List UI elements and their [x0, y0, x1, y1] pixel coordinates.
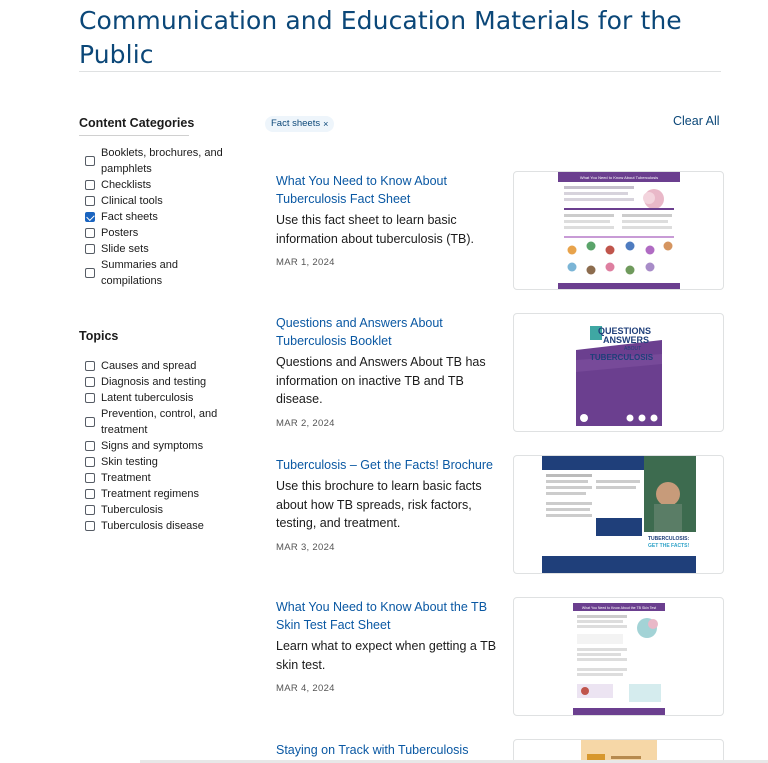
filter-fact-sheets[interactable] [85, 209, 235, 225]
brochure-cover-text: TUBERCULOSIS: [647, 535, 689, 542]
topics-heading [79, 329, 118, 343]
filter-label: Latent tuberculosis [101, 392, 194, 404]
filter-label: Skin testing [101, 456, 158, 468]
booklet-title-line-2: ANSWERS [602, 334, 649, 345]
filter-booklets-brochures-pamphlets[interactable] [85, 145, 235, 177]
result-title-link[interactable]: Staying on Track with Tuberculosis [276, 743, 469, 757]
checkbox[interactable] [85, 473, 95, 483]
thumbnail-header-text: What You Need to Know About the TB Skin Test [581, 605, 656, 610]
checkbox[interactable] [85, 441, 95, 451]
checkbox-checked[interactable] [85, 212, 95, 222]
checkbox[interactable] [85, 521, 95, 531]
brochure-thumbnail-graphic [542, 456, 696, 574]
active-filter-chip-fact-sheets[interactable] [265, 116, 334, 132]
result-thumbnail-image[interactable] [513, 455, 724, 574]
result-description: Questions and Answers About TB has information on inactive TB and TB disease. [276, 355, 486, 406]
result-item [276, 172, 506, 268]
filter-label: Summaries and compilations [101, 259, 179, 287]
result-item [276, 456, 506, 553]
result-item [276, 598, 506, 694]
filter-label: Slide sets [101, 243, 149, 255]
topics-heading-text: Topics [79, 329, 119, 343]
filter-label: Fact sheets [101, 211, 158, 223]
checkbox[interactable] [85, 505, 95, 515]
result-date: MAR 4, 2024 [276, 683, 335, 694]
filter-label: Treatment regimens [101, 488, 200, 500]
filter-label: Diagnosis and testing [101, 376, 207, 388]
page-title: Communication and Education Materials for the Public [79, 6, 682, 69]
checkbox[interactable] [85, 361, 95, 371]
filter-clinical-tools[interactable] [85, 193, 235, 209]
brochure-cover-subtext: GET THE FACTS! [647, 542, 689, 549]
filter-label: Causes and spread [101, 360, 197, 372]
content-categories-heading-text: Content Categories [79, 116, 195, 130]
result-item [276, 741, 506, 759]
fact-sheet-thumbnail-graphic [558, 172, 680, 290]
filter-label: Checklists [101, 179, 152, 191]
close-icon[interactable]: × [323, 119, 329, 129]
filter-label: Signs and symptoms [101, 440, 204, 452]
filter-signs-symptoms[interactable] [85, 438, 235, 454]
filter-treatment[interactable] [85, 470, 235, 486]
filter-label: Booklets, brochures, and pamphlets [101, 147, 223, 175]
filter-label: Tuberculosis disease [101, 520, 204, 532]
filter-checklists[interactable] [85, 177, 235, 193]
skin-test-thumbnail-graphic [573, 598, 665, 716]
filter-label: Posters [101, 227, 139, 239]
result-description: Use this fact sheet to learn basic information about tuberculosis (TB). [276, 213, 475, 246]
result-description: Learn what to expect when getting a TB skin test. [276, 639, 497, 672]
booklet-title-line-3: ABOUT [623, 345, 641, 352]
filter-latent-tuberculosis[interactable] [85, 390, 235, 406]
result-item [276, 314, 506, 429]
filter-tuberculosis-disease[interactable] [85, 518, 235, 534]
result-title-link[interactable]: What You Need to Know About Tuberculosis Fact Sheet [276, 174, 447, 206]
filter-causes-spread[interactable] [85, 358, 235, 374]
filter-label: Tuberculosis [101, 504, 163, 516]
filter-label: Treatment [101, 472, 151, 484]
thumbnail-header-text: What You Need to Know About Tuberculosis [579, 174, 658, 180]
booklet-title-line-4: TUBERCULOSIS [589, 352, 653, 362]
result-date: MAR 1, 2024 [276, 257, 335, 268]
filter-slide-sets[interactable] [85, 241, 235, 257]
checkbox[interactable] [85, 196, 95, 206]
result-description: Use this brochure to learn basic facts about how TB spreads, risk factors, testing, and treatment. [276, 479, 482, 530]
filter-tuberculosis[interactable] [85, 502, 235, 518]
result-date: MAR 3, 2024 [276, 541, 335, 553]
booklet-thumbnail-graphic [576, 320, 662, 426]
content-categories-heading [79, 116, 194, 136]
filter-diagnosis-testing[interactable] [85, 374, 235, 390]
checkbox[interactable] [85, 393, 95, 403]
booklet-title-line-1: QUESTIONS [597, 325, 651, 336]
checkbox[interactable] [85, 417, 95, 427]
result-thumbnail-image[interactable] [513, 597, 724, 716]
filter-treatment-regimens[interactable] [85, 486, 235, 502]
checkbox[interactable] [85, 228, 95, 238]
checkbox[interactable] [85, 244, 95, 254]
filter-prevention-control-treatment[interactable] [85, 406, 235, 438]
title-divider [79, 71, 721, 72]
filter-skin-testing[interactable] [85, 454, 235, 470]
checkbox[interactable] [85, 489, 95, 499]
filter-summaries-compilations[interactable] [85, 257, 235, 289]
filter-label: Clinical tools [101, 195, 163, 207]
chip-label: Fact sheets [271, 118, 321, 129]
result-title-link[interactable]: What You Need to Know About the TB Skin Test Fact Sheet [276, 600, 488, 632]
checkbox[interactable] [85, 180, 95, 190]
topics-list [85, 358, 235, 534]
result-date: MAR 2, 2024 [276, 417, 335, 429]
checkbox[interactable] [85, 377, 95, 387]
checkbox[interactable] [85, 156, 95, 166]
result-thumbnail-image[interactable] [513, 313, 724, 432]
checkbox[interactable] [85, 268, 95, 278]
heading-underline [79, 135, 189, 136]
result-title-link[interactable]: Tuberculosis – Get the Facts! Brochure [276, 458, 493, 472]
result-thumbnail-image[interactable] [513, 171, 724, 290]
content-categories-list [85, 145, 235, 289]
filter-posters[interactable] [85, 225, 235, 241]
clear-all-link[interactable]: Clear All [673, 114, 720, 128]
filter-label: Prevention, control, and treatment [101, 408, 218, 436]
checkbox[interactable] [85, 457, 95, 467]
result-title-link[interactable]: Questions and Answers About Tuberculosis Booklet [276, 316, 443, 348]
